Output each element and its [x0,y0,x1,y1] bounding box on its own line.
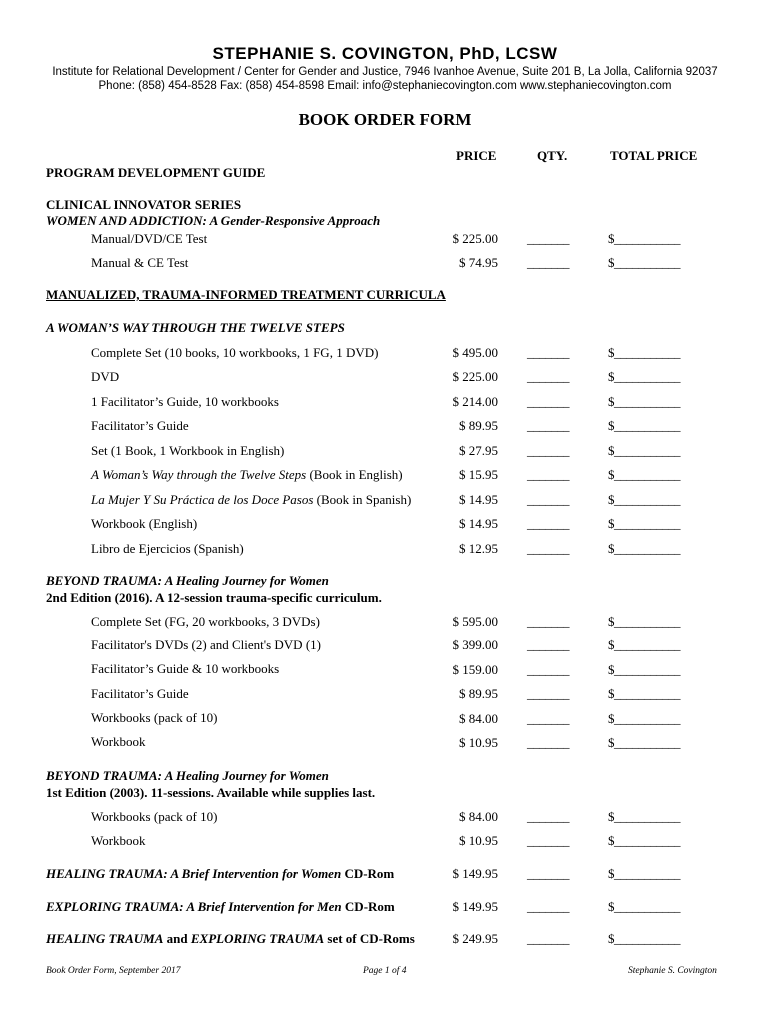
qty-blank[interactable]: _______ [527,255,569,270]
book-language: (Book in English) [306,467,403,482]
item-label: Complete Set (FG, 20 workbooks, 3 DVDs) [91,614,320,629]
qty-blank[interactable]: _______ [527,345,569,360]
item-label: Set (1 Book, 1 Workbook in English) [91,443,285,458]
item-price: $ 89.95 [459,686,498,701]
total-blank[interactable]: $___________ [608,418,680,433]
section-beyond-trauma-2016: BEYOND TRAUMA: A Healing Journey for Women [46,573,329,588]
total-blank[interactable]: $___________ [608,394,680,409]
cd-title: HEALING TRAUMA [46,931,164,946]
item-label [46,931,415,947]
cd-title: EXPLORING TRAUMA [190,931,325,946]
qty-blank[interactable]: _______ [527,443,569,458]
qty-blank[interactable]: _______ [527,686,569,701]
total-blank[interactable]: $___________ [608,866,680,881]
item-price: $ 149.95 [452,866,498,881]
item-label: Manual/DVD/CE Test [91,231,208,246]
qty-blank[interactable]: _______ [527,541,569,556]
item-price: $ 10.95 [459,833,498,848]
item-price: $ 27.95 [459,443,498,458]
qty-blank[interactable]: _______ [527,394,569,409]
total-blank[interactable]: $___________ [608,735,680,750]
footer-form-date: Book Order Form, September 2017 [46,966,181,976]
item-price: $ 12.95 [459,541,498,556]
item-label: Facilitator's DVDs (2) and Client's DVD (1) [91,637,321,652]
item-label: DVD [91,369,120,384]
item-price: $ 225.00 [452,369,498,384]
qty-blank[interactable]: _______ [527,809,569,824]
qty-column-header: QTY. [537,148,568,163]
author-name: STEPHANIE S. COVINGTON, PhD, LCSW [212,44,558,63]
qty-blank[interactable]: _______ [527,833,569,848]
total-blank[interactable]: $___________ [608,255,680,270]
book-title: A Woman’s Way through the Twelve Steps [91,467,307,482]
item-label: Workbook [91,734,146,749]
section-womans-way: A WOMAN’S WAY THROUGH THE TWELVE STEPS [46,320,345,335]
book-language: (Book in Spanish) [313,492,412,507]
cd-connector: and [163,931,191,946]
qty-blank[interactable]: _______ [527,899,569,914]
price-column-header: PRICE [456,148,497,163]
total-blank[interactable]: $___________ [608,231,680,246]
qty-blank[interactable]: _______ [527,418,569,433]
qty-blank[interactable]: _______ [527,369,569,384]
item-price: $ 14.95 [459,516,498,531]
item-price: $ 214.00 [452,394,498,409]
item-price: $ 74.95 [459,255,498,270]
section-beyond-trauma-2003: BEYOND TRAUMA: A Healing Journey for Women [46,768,329,783]
item-label [91,492,411,508]
item-price: $ 225.00 [452,231,498,246]
item-label: 1 Facilitator’s Guide, 10 workbooks [91,394,279,409]
item-label: Libro de Ejercicios (Spanish) [91,541,244,556]
item-price: $ 15.95 [459,467,498,482]
total-blank[interactable]: $___________ [608,662,680,677]
total-blank[interactable]: $___________ [608,931,680,946]
section-program-development: PROGRAM DEVELOPMENT GUIDE [46,165,266,180]
footer-author: Stephanie S. Covington [628,966,717,976]
cd-format: CD-Rom [341,866,395,881]
item-price: $ 84.00 [459,711,498,726]
item-price: $ 10.95 [459,735,498,750]
total-blank[interactable]: $___________ [608,711,680,726]
item-price: $ 495.00 [452,345,498,360]
item-label: Facilitator’s Guide [91,418,189,433]
qty-blank[interactable]: _______ [527,637,569,652]
qty-blank[interactable]: _______ [527,614,569,629]
total-blank[interactable]: $___________ [608,686,680,701]
author-address: Institute for Relational Development / Center for Gender and Justice, 7946 Ivanhoe Avenue, Suite 201 B, La Jolla, California 92037 [52,66,718,78]
item-price: $ 399.00 [452,637,498,652]
form-title: BOOK ORDER FORM [298,110,472,129]
item-label: Workbook (English) [91,516,198,531]
qty-blank[interactable]: _______ [527,866,569,881]
section-manualized: MANUALIZED, TRAUMA-INFORMED TREATMENT CURRICULA [46,287,446,302]
item-price: $ 89.95 [459,418,498,433]
item-price: $ 84.00 [459,809,498,824]
total-blank[interactable]: $___________ [608,369,680,384]
qty-blank[interactable]: _______ [527,735,569,750]
qty-blank[interactable]: _______ [527,662,569,677]
item-label [91,467,403,483]
total-blank[interactable]: $___________ [608,345,680,360]
author-contact: Phone: (858) 454-8528 Fax: (858) 454-8598 Email: info@stephaniecovington.com www.stephaniecovington.com [98,80,672,92]
total-column-header: TOTAL PRICE [610,148,698,163]
total-blank[interactable]: $___________ [608,809,680,824]
item-label: Facilitator’s Guide & 10 workbooks [91,661,280,676]
item-label: Workbooks (pack of 10) [91,710,218,725]
total-blank[interactable]: $___________ [608,467,680,482]
item-label [46,899,395,915]
section-clinical-innovator: CLINICAL INNOVATOR SERIES [46,197,242,212]
item-label: Facilitator’s Guide [91,686,189,701]
total-blank[interactable]: $___________ [608,637,680,652]
qty-blank[interactable]: _______ [527,492,569,507]
item-label: Complete Set (10 books, 10 workbooks, 1 FG, 1 DVD) [91,345,379,360]
total-blank[interactable]: $___________ [608,443,680,458]
footer-page-number: Page 1 of 4 [363,966,407,976]
item-price: $ 149.95 [452,899,498,914]
total-blank[interactable]: $___________ [608,516,680,531]
qty-blank[interactable]: _______ [527,711,569,726]
total-blank[interactable]: $___________ [608,899,680,914]
section-women-addiction: WOMEN AND ADDICTION: A Gender-Responsive Approach [46,213,381,228]
total-blank[interactable]: $___________ [608,614,680,629]
section-beyond-trauma-2016-subtitle: 2nd Edition (2016). A 12-session trauma-specific curriculum. [46,590,382,605]
qty-blank[interactable]: _______ [527,516,569,531]
cd-format: CD-Rom [341,899,395,914]
item-label: Workbooks (pack of 10) [91,809,218,824]
cd-title: EXPLORING TRAUMA: A Brief Intervention for Men [46,899,342,914]
item-price: $ 249.95 [452,931,498,946]
qty-blank[interactable]: _______ [527,231,569,246]
item-price: $ 159.00 [452,662,498,677]
cd-title: HEALING TRAUMA: A Brief Intervention for Women [46,866,342,881]
total-blank[interactable]: $___________ [608,492,680,507]
item-label [46,866,394,882]
item-price: $ 14.95 [459,492,498,507]
book-title: La Mujer Y Su Práctica de los Doce Pasos [91,492,314,507]
cd-format: set of CD-Roms [324,931,415,946]
total-blank[interactable]: $___________ [608,833,680,848]
section-beyond-trauma-2003-subtitle: 1st Edition (2003). 11-sessions. Available while supplies last. [46,785,376,800]
qty-blank[interactable]: _______ [527,467,569,482]
item-label: Workbook [91,833,146,848]
item-price: $ 595.00 [452,614,498,629]
item-label: Manual & CE Test [91,255,189,270]
total-blank[interactable]: $___________ [608,541,680,556]
qty-blank[interactable]: _______ [527,931,569,946]
